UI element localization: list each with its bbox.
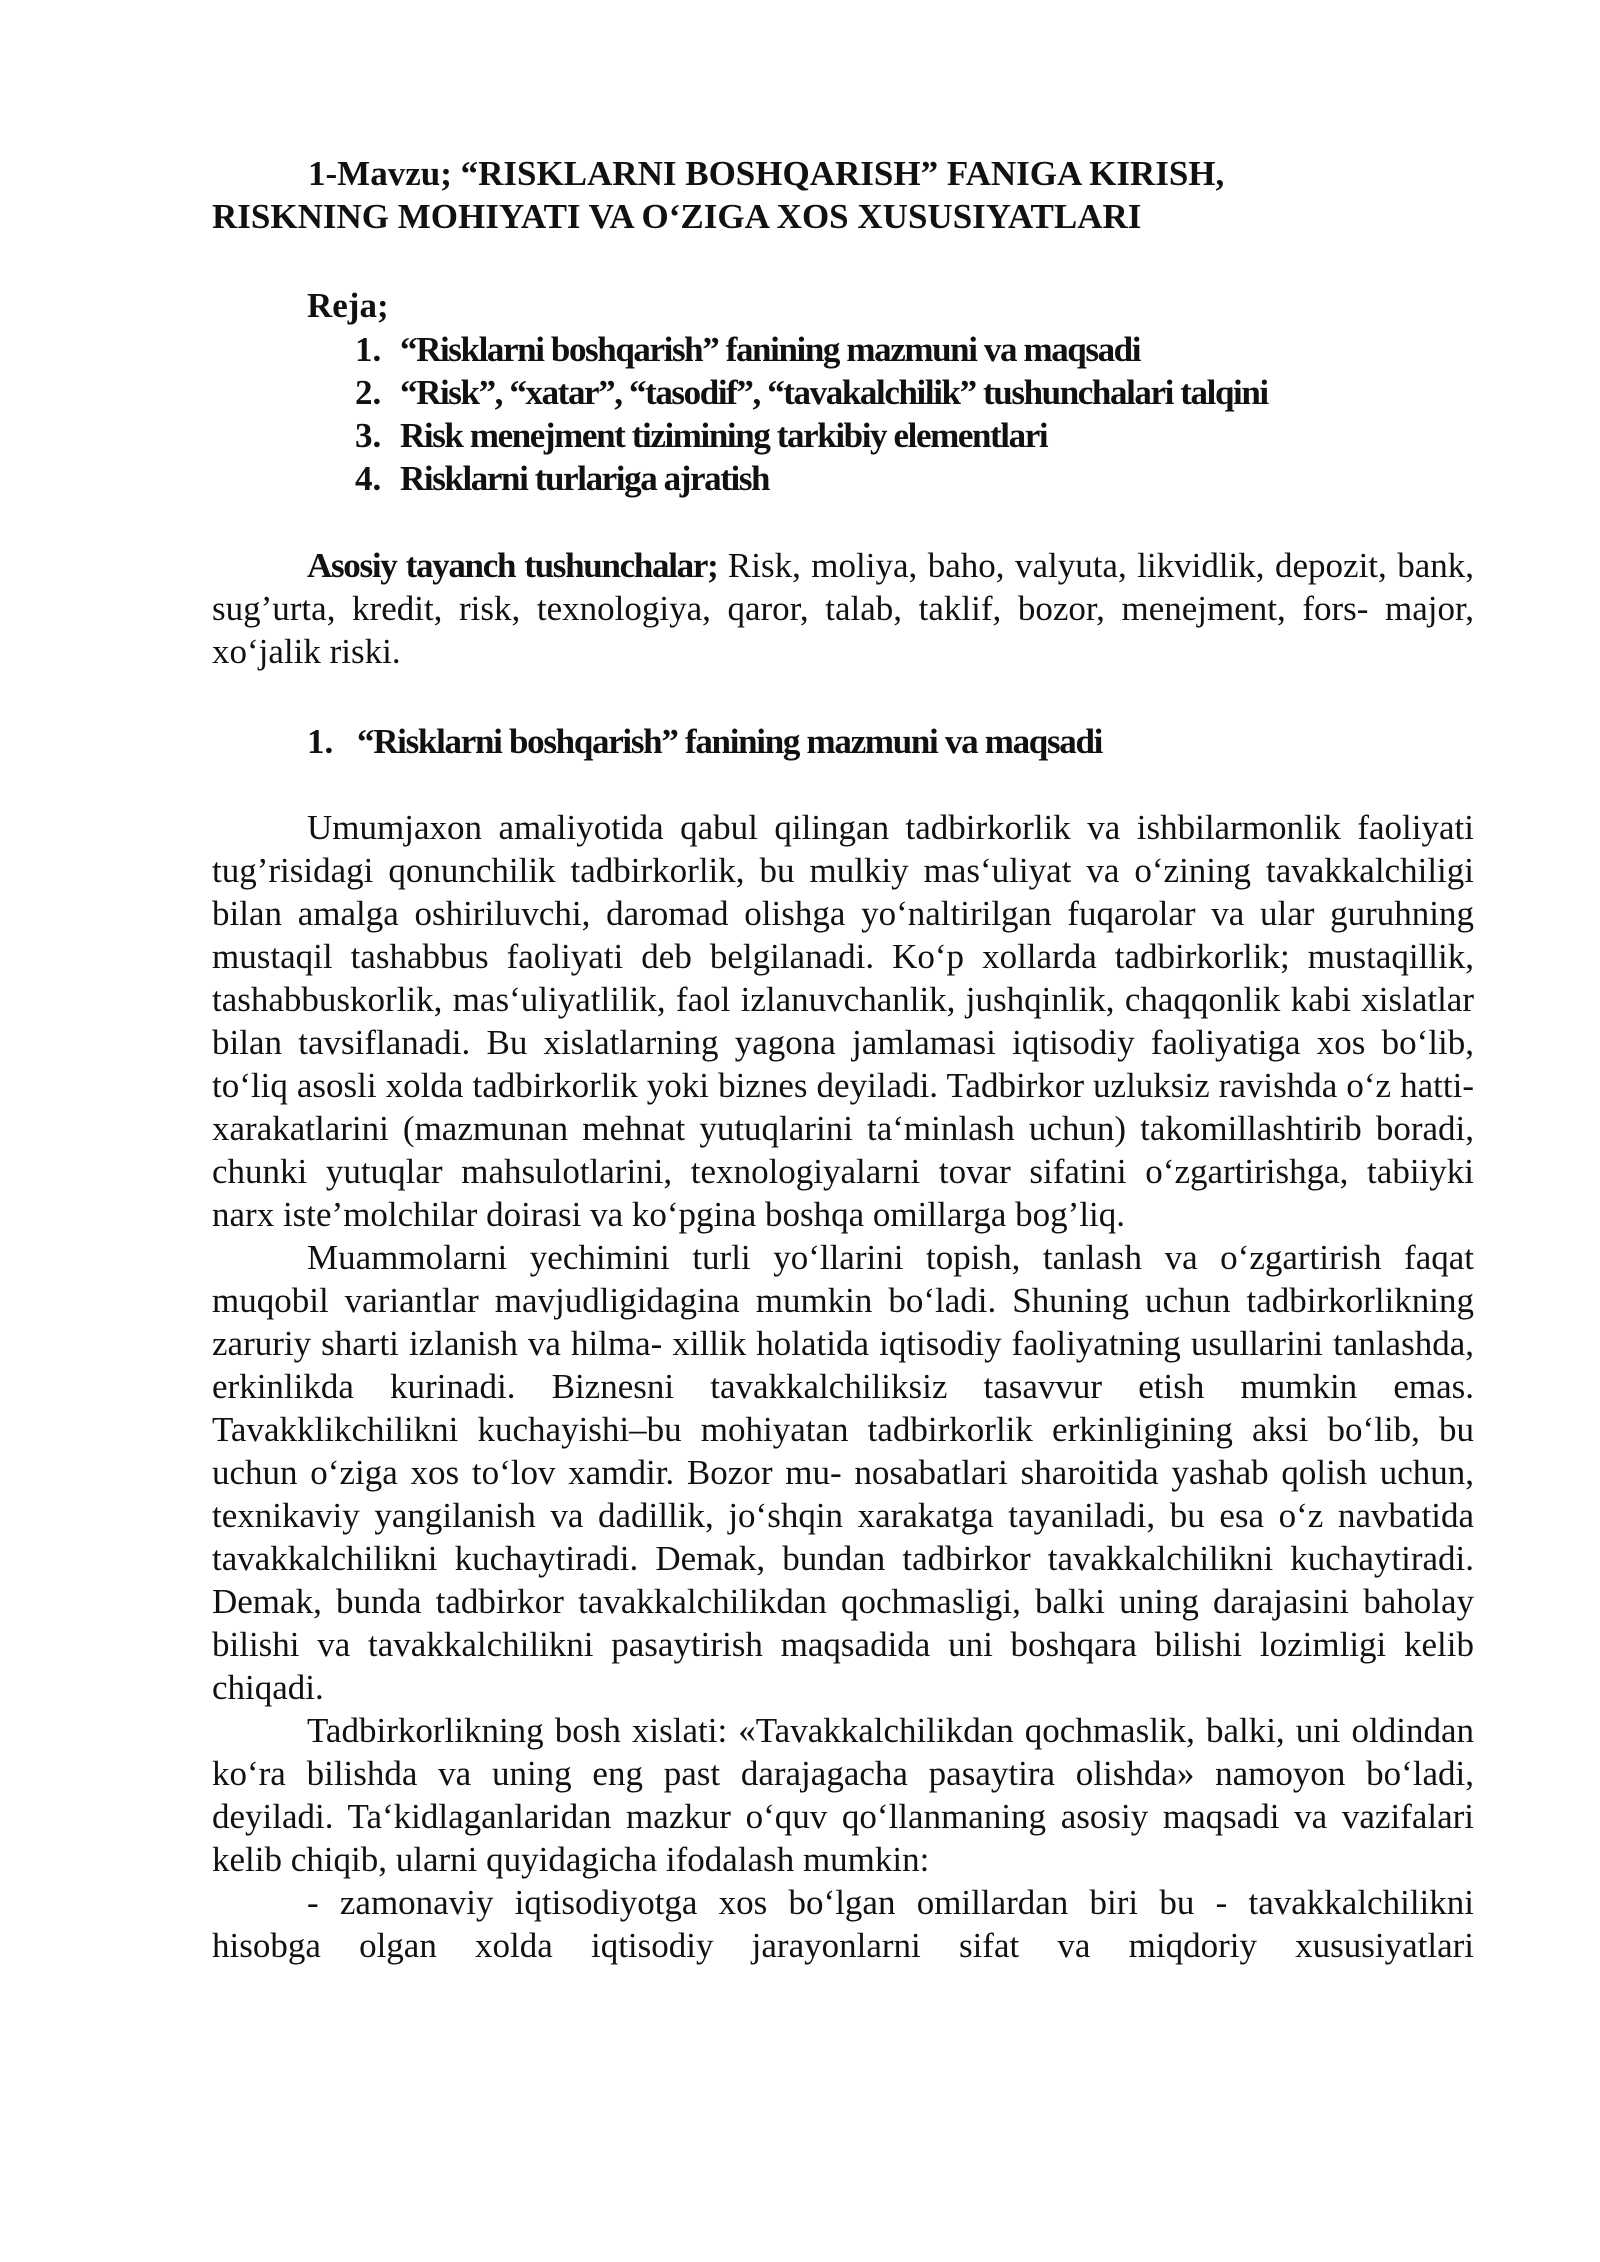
section-heading xyxy=(307,720,1102,763)
body-paragraph: Umumjaxon amaliyotida qabul qilingan tadbirkorlik va ishbilarmonlik faoliyati tug’risidagi qonunchilik tadbirkorlik, bu mulkiy mas‘uliyat va o‘zining tavakkalchiligi bilan amalga oshiriluvchi, daromad olishga yo‘naltirilgan fuqarolar va ular guruhning mustaqil tashabbus faoliyati deb belgilanadi. Ko‘p xollarda tadbirkorlik; mustaqillik, tashabbuskorlik, mas‘uliyatlilik, faol izlanuvchanlik, jushqinlik, chaqqonlik kabi xislatlar bilan tavsiflanadi. Bu xislatlarning yagona jamlamasi iqtisodiy faoliyatiga xos bo‘lib, to‘liq asosli xolda tadbirkorlik yoki biznes deyiladi. Tadbirkor uzluksiz ravishda o‘z hatti-xarakatlarini (mazmunan mehnat yutuqlarini ta‘minlash uchun) takomillashtirib boradi, chunki yutuqlar mahsulotlarini, texnologiyalarni tovar sifatini o‘zgartirishga, tabiiyki narx iste’molchilar doirasi va ko‘pgina boshqa omillarga bog’liq. xyxy=(212,808,1474,1234)
page-title xyxy=(212,152,1482,238)
keywords-text: Risk, moliya, baho, valyuta, likvidlik, depozit, bank, sug’urta, kredit, risk, texnologiya, qaror, talab, taklif, bozor, menejment, fors- major, xo‘jalik riski. xyxy=(212,546,1475,671)
plan-item-number: 4. xyxy=(355,459,382,498)
section-number: 1. xyxy=(307,722,334,761)
plan-item-number: 3. xyxy=(355,416,382,455)
keywords-paragraph xyxy=(212,544,1474,673)
plan-list xyxy=(355,328,1268,500)
plan-item-text: “Risk”, “xatar”, “tasodif”, “tavakalchilik” tushunchalari talqini xyxy=(400,373,1268,412)
plan-item xyxy=(355,457,1268,500)
plan-item-text: Risk menejment tizimining tarkibiy elementlari xyxy=(400,416,1048,455)
plan-item-text: “Risklarni boshqarish” fanining mazmuni va maqsadi xyxy=(400,330,1141,369)
title-line-1: 1-Mavzu; “RISKLARNI BOSHQARISH” FANIGA KIRISH, xyxy=(308,154,1225,193)
body-paragraph: Muammolarni yechimini turli yo‘llarini topish, tanlash va o‘zgartirish faqat muqobil variantlar mavjudligidagina mumkin bo‘ladi. Shuning uchun tadbirkorlikning zaruriy sharti izlanish va hilma- xillik holatida iqtisodiy faoliyatning usullarini tanlashda, erkinlikda kurinadi. Biznesni tavakkalchiliksiz tasavvur etish mumkin emas. Tavakklikchilikni kuchayishi–bu mohiyatan tadbirkorlik erkinligining aksi bo‘lib, bu uchun o‘ziga xos to‘lov xamdir. Bozor mu- nosabatlari sharoitida yashab qolish uchun, texnikaviy yangilanish va dadillik, jo‘shqin xarakatga tayaniladi, bu esa o‘z navbatida tavakkalchilikni kuchaytiradi. Demak, bundan tadbirkor tavakkalchilikni kuchaytiradi. Demak, bunda tadbirkor tavakkalchilikdan qochmasligi, balki uning darajasini baholay bilishi va tavakkalchilikni pasaytirish maqsadida uni boshqara bilishi lozimligi kelib chiqadi. xyxy=(212,1238,1474,1707)
body-paragraph: Tadbirkorlikning bosh xislati: «Tavakkalchilikdan qochmaslik, balki, uni oldindan ko‘ra bilishda va uning eng past darajagacha pasaytira olishda» namoyon bo‘ladi, deyiladi. Ta‘kidlaganlaridan mazkur o‘quv qo‘llanmaning asosiy maqsadi va vazifalari kelib chiqib, ularni quyidagicha ifodalash mumkin: xyxy=(212,1711,1474,1879)
section-title: “Risklarni boshqarish” fanining mazmuni va maqsadi xyxy=(357,722,1103,761)
plan-item xyxy=(355,371,1268,414)
title-line-2: RISKNING MOHIYATI VA O‘ZIGA XOS XUSUSIYATLARI xyxy=(212,197,1142,236)
body-text xyxy=(212,806,1474,1967)
plan-item-number: 1. xyxy=(355,330,382,369)
plan-item-text: Risklarni turlariga ajratish xyxy=(400,459,770,498)
plan-item-number: 2. xyxy=(355,373,382,412)
plan-item xyxy=(355,328,1268,371)
keywords-label: Asosiy tayanch tushunchalar; xyxy=(307,546,718,585)
body-paragraph: - zamonaviy iqtisodiyotga xos bo‘lgan omillardan biri bu - tavakkalchilikni hisobga olgan xolda iqtisodiy jarayonlarni sifat va miqdoriy xususiyatlari xyxy=(212,1883,1474,1965)
plan-item xyxy=(355,414,1268,457)
plan-heading: Reja; xyxy=(307,286,389,325)
